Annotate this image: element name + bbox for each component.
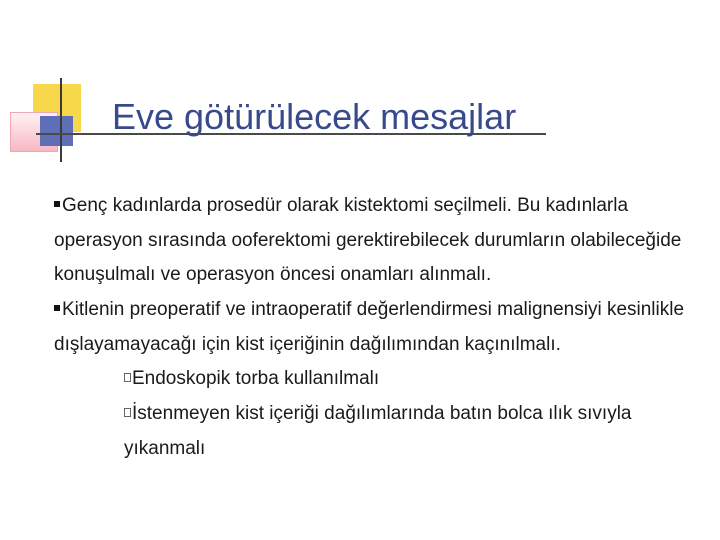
blue-square-shape bbox=[40, 116, 73, 146]
sub-bullet-text: Endoskopik torba kullanılmalı bbox=[132, 368, 380, 389]
bullet-text: Genç kadınlarda prosedür olarak kistektomi seçilmeli. Bu kadınlarla operasyon sırasında ooferektomi gerektirebilecek durumların olabileceğide konuşulmalı ve operasyon öncesi onamları alınmalı. bbox=[54, 195, 682, 285]
sub-bullet-icon bbox=[124, 373, 131, 382]
slide-title: Eve götürülecek mesajlar bbox=[112, 96, 517, 137]
decorative-logo bbox=[0, 0, 110, 165]
bullet-item bbox=[54, 189, 694, 293]
bullet-text: Kitlenin preoperatif ve intraoperatif değerlendirmesi malignensiyi kesinlikle dışlayamayacağı için kist içeriğinin dağılımından kaçınılmalı. bbox=[54, 299, 685, 355]
square-bullet-icon bbox=[54, 305, 60, 311]
sub-bullet-item bbox=[124, 397, 684, 466]
sub-bullet-text: İstenmeyen kist içeriği dağılımlarında batın bolca ılık sıvıyla yıkanmalı bbox=[124, 403, 632, 459]
square-bullet-icon bbox=[54, 201, 60, 207]
sub-bullet-icon bbox=[124, 408, 131, 417]
vertical-divider-line bbox=[60, 78, 62, 162]
bullet-item bbox=[54, 293, 694, 362]
sub-bullet-item bbox=[124, 362, 684, 397]
